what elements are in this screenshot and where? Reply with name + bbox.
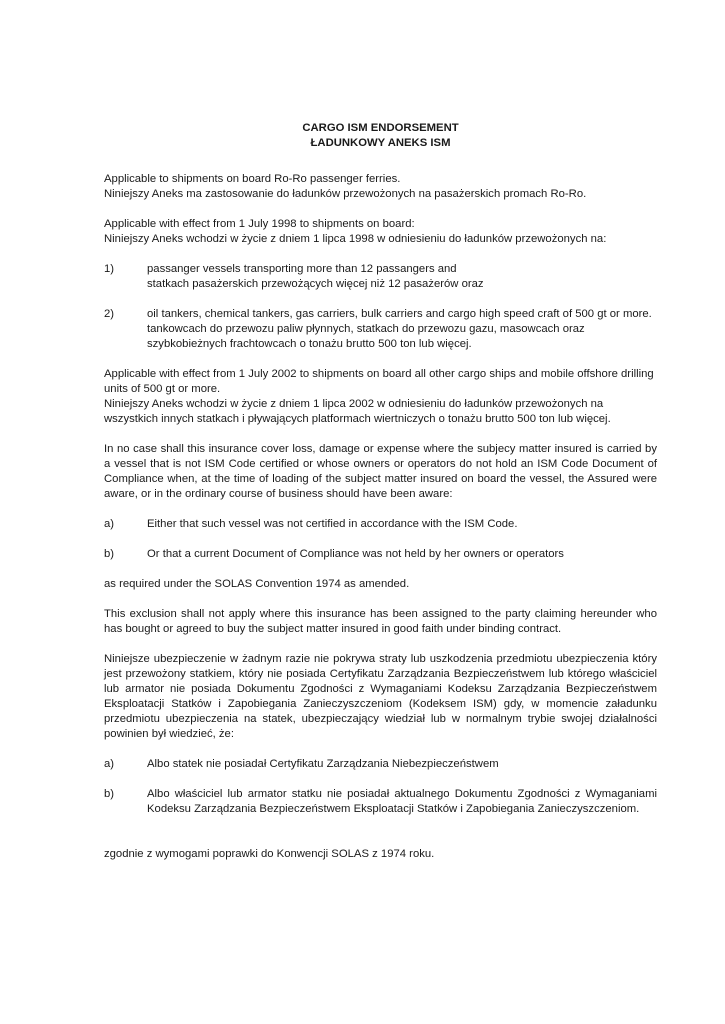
condition-item-a-pl (104, 757, 657, 772)
list-number: a) (104, 758, 115, 770)
list-item-text-en: oil tankers, chemical tankers, gas carriers, bulk carriers and cargo high speed craft of 500 gt or more. (147, 308, 652, 320)
exclusion-clause-pl: Niniejsze ubezpieczenie w żadnym razie nie pokrywa straty lub uszkodzenia przedmiotu ubezpieczenia który jest przewożony statkiem, który nie posiada Certyfikatu Zarządzania Bezpieczeństwem lub którego właściciel lub armator nie posiada Dokumentu Zgodności z Wymaganiami Kodeksu Zarządzania Bezpieczeństwem Eksploatacji Statków i Zapobiegania Zanieczyszczeniom (Kodeksem ISM) gdy, w momencie załadunku przedmiotu ubezpieczenia na statek, ubezpieczający wiedział lub w normalnym trybie swojej działalności powinien był wiedzieć, że: (104, 653, 657, 740)
condition-text: Or that a current Document of Compliance was not held by her owners or operators (147, 548, 564, 560)
applicability-2002-en: Applicable with effect from 1 July 2002 to shipments on board all other cargo ships and mobile offshore drilling units of 500 gt or more. (104, 368, 654, 395)
list-number: a) (104, 518, 115, 530)
condition-text: Albo statek nie posiadał Certyfikatu Zarządzania Niebezpieczeństwem (147, 758, 499, 770)
list-number: 2) (104, 308, 115, 320)
condition-text: Albo właściciel lub armator statku nie posiadał aktualnego Dokumentu Zgodności z Wymaganiami Kodeksu Zarządzania Bezpieczeństwem Eksploatacji Statków i Zapobiegania Zanieczyszczeniom. (147, 788, 657, 815)
applicability-1998-pl: Niniejszy Aneks wchodzi w życie z dniem 1 lipca 1998 w odniesieniu do ładunków przewożonych na: (104, 233, 607, 245)
list-item-text-en: passanger vessels transporting more than 12 passangers and (147, 263, 457, 275)
list-item-2 (104, 307, 657, 352)
solas-reference-pl: zgodnie z wymogami poprawki do Konwencji SOLAS z 1974 roku. (104, 848, 435, 860)
list-number: b) (104, 548, 115, 560)
condition-item-b-pl (104, 787, 657, 817)
list-item-text-pl: tankowcach do przewozu paliw płynnych, statkach do przewozu gazu, masowcach oraz szybkobieżnych frachtowcach o tonażu brutto 500 ton lub więcej. (147, 323, 585, 350)
list-item-text-pl: statkach pasażerskich przewożących więcej niż 12 pasażerów oraz (147, 278, 484, 290)
list-number: b) (104, 788, 115, 800)
solas-reference-en: as required under the SOLAS Convention 1974 as amended. (104, 578, 410, 590)
applicability-1998-en: Applicable with effect from 1 July 1998 to shipments on board: (104, 218, 415, 230)
exclusion-clause-en: In no case shall this insurance cover loss, damage or expense where the subjecy matter insured is carried by a vessel that is not ISM Code certified or whose owners or operators do not hold an ISM Code Document of Compliance when, at the time of loading of the subject matter insured on board the vessel, the Assured were aware, or in the ordinary course of business should have been aware: (104, 443, 657, 500)
applicability-roro-pl: Niniejszy Aneks ma zastosowanie do ładunków przewożonych na pasażerskich promach Ro-Ro. (104, 188, 587, 200)
list-item-1 (104, 262, 657, 292)
applicability-2002-pl: Niniejszy Aneks wchodzi w życie z dniem 1 lipca 2002 w odniesieniu do ładunków przewożonych na wszystkich innych statkach i pływających platformach wiertniczych o tonażu brutto 500 ton lub więcej. (104, 398, 611, 425)
condition-item-a (104, 517, 657, 532)
condition-item-b (104, 547, 657, 562)
applicability-roro-en: Applicable to shipments on board Ro-Ro passenger ferries. (104, 173, 401, 185)
list-number: 1) (104, 263, 115, 275)
title-english: CARGO ISM ENDORSEMENT (302, 122, 459, 134)
document-page (104, 121, 657, 862)
exclusion-exception-en: This exclusion shall not apply where this insurance has been assigned to the party claiming hereunder who has bought or agreed to buy the subject matter insured in good faith under binding contract. (104, 608, 657, 635)
condition-text: Either that such vessel was not certified in accordance with the ISM Code. (147, 518, 518, 530)
title-polish: ŁADUNKOWY ANEKS ISM (310, 137, 451, 149)
